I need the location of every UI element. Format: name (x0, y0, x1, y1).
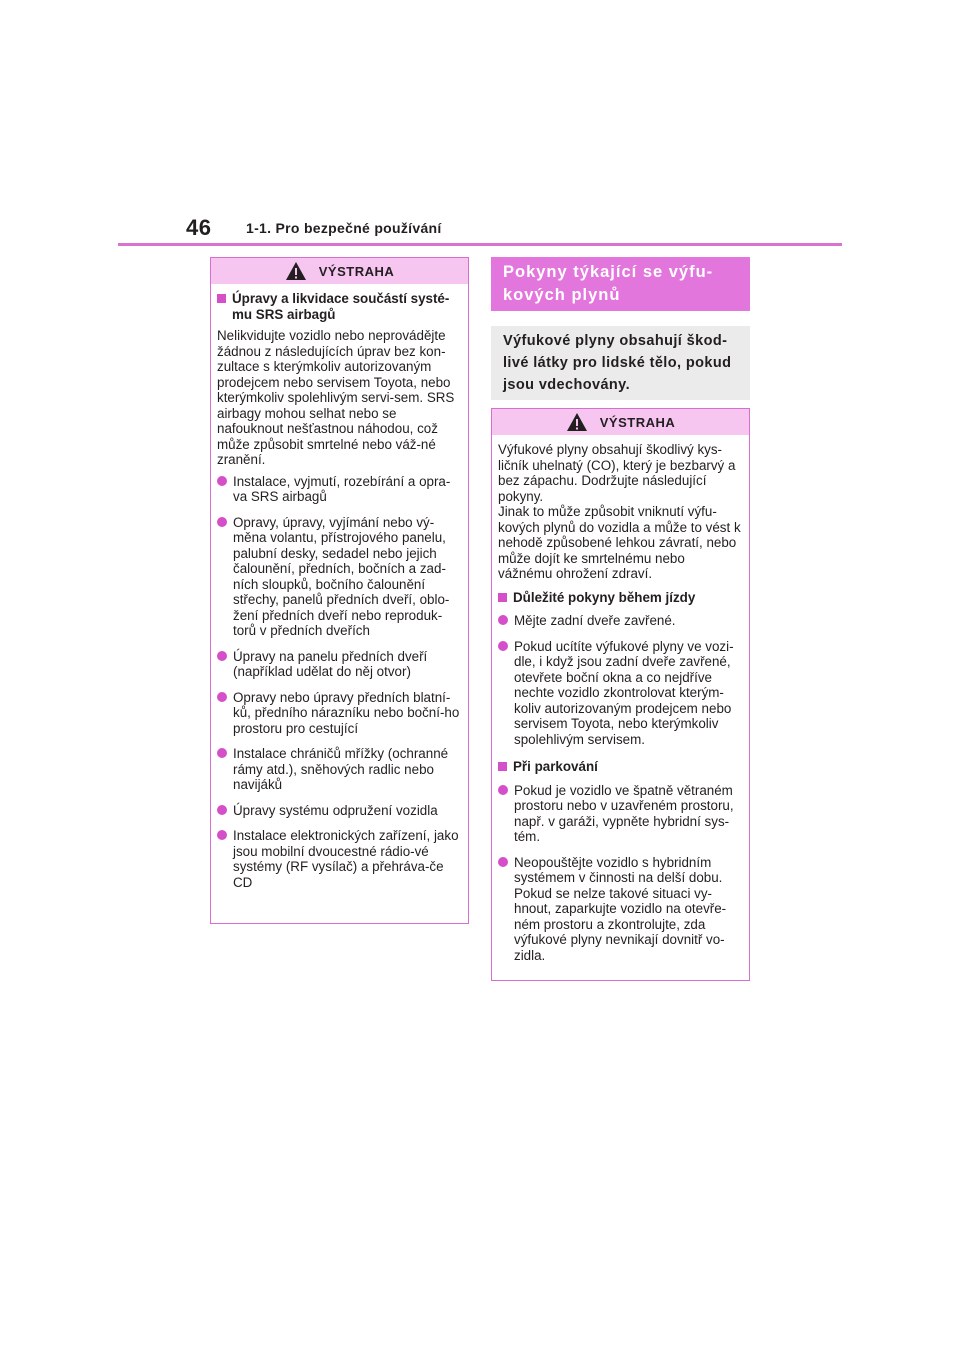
square-bullet-icon (498, 762, 507, 771)
list-item-text: Úpravy na panelu předních dveří (například udělat do něj otvor) (233, 648, 428, 679)
square-bullet-icon (498, 593, 507, 602)
square-bullet-icon (217, 294, 226, 303)
round-bullet-icon (217, 476, 227, 486)
list-item-text: Neopouštějte vozidlo s hybridním systémem v činnosti na delší dobu. Pokud se nelze takové situaci vy-hnout, zaparkujte vozidlo na otevře-ném prostoru a zkontrolujte, zda výfukové plyny nevnikají dovnitř vo-zidla. (514, 854, 727, 963)
right-warning-box (491, 408, 750, 981)
sub-heading-text: Úpravy a likvidace součástí systé-mu SRS airbagů (232, 291, 450, 322)
sub-heading (498, 759, 741, 775)
header-rule (118, 243, 842, 246)
round-bullet-icon (217, 830, 227, 840)
list-item-text: Pokud ucítíte výfukové plyny ve vozi-dle, i když jsou zadní dveře zavřené, otevřete boční okna a co nejdříve nechte vozidlo zkontrolovat kterým-koliv autorizovaným prodejcem nebo servisem Toyota, nebo kterýmkoliv spolehlivým servisem. (514, 638, 734, 747)
list-item (217, 474, 460, 505)
body-text: Výfukové plyny obsahují škodlivý kys-ličník uhelnatý (CO), který je bezbarvý a bez zápachu. Dodržujte následující pokyny. (498, 442, 736, 504)
round-bullet-icon (498, 615, 508, 625)
list-item-text: Instalace, vyjmutí, rozebírání a opra-va SRS airbagů (233, 473, 451, 504)
list-item (217, 690, 460, 737)
warning-header (211, 258, 468, 284)
list-item (217, 803, 460, 819)
list-item (217, 515, 460, 639)
section-title: 1-1. Pro bezpečné používání (246, 220, 442, 236)
list-item-text: Pokud je vozidlo ve špatně větraném prostoru nebo v uzavřeném prostoru, např. v garáži, vypněte hybridní sys-tém. (514, 782, 734, 844)
round-bullet-icon (498, 857, 508, 867)
section-heading: Pokyny týkající se výfu-kových plynů (491, 257, 750, 311)
warning-body (492, 435, 749, 981)
sub-heading (217, 291, 460, 322)
warning-body (211, 284, 468, 908)
list-item-text: Instalace elektronických zařízení, jako jsou mobilní dvoucestné rádio-vé systémy (RF vysílač) a přehráva-če CD (233, 828, 459, 890)
round-bullet-icon (498, 641, 508, 651)
page-number: 46 (186, 215, 212, 240)
list-item-text: Úpravy systému odpružení vozidla (233, 802, 438, 818)
round-bullet-icon (217, 805, 227, 815)
body-text: Jinak to může způsobit vniknutí výfu-kových plynů do vozidla a může to vést k nehodě způsobené lehkou závratí, nebo může dojít ke smrtelnému nebo vážnému ohrožení zdraví. (498, 504, 741, 581)
list-item-text: Opravy nebo úpravy předních blatní-ků, předního nárazníku nebo boční-ho prostoru pro cestující (233, 689, 460, 736)
summary-box: Výfukové plyny obsahují škod-livé látky pro lidské tělo, pokud jsou vdechovány. (491, 326, 750, 400)
list-item-text: Instalace chráničů mřížky (ochranné rámy atd.), sněhových radlic nebo navijáků (233, 746, 449, 792)
round-bullet-icon (217, 517, 227, 527)
warning-triangle-icon (285, 261, 307, 281)
list-item (217, 649, 460, 680)
warning-triangle-icon (566, 412, 588, 432)
list-item (498, 855, 741, 964)
warning-title: VÝSTRAHA (318, 263, 395, 279)
list-item (217, 828, 460, 890)
list-item (498, 613, 741, 629)
list-item-text: Mějte zadní dveře zavřené. (514, 613, 676, 628)
round-bullet-icon (498, 785, 508, 795)
round-bullet-icon (217, 692, 227, 702)
list-item-text: Opravy, úpravy, vyjímání nebo vý-měna volantu, přístrojového panelu, palubní desky, sedadel nebo jejich čalounění, předních, bočních a zad-ních sloupků, bočního čalounění střechy, panelů předních dveří, oblo-žení předních dveří nebo reproduk-torů v předních dveřích (233, 514, 450, 638)
sub-heading (498, 590, 741, 606)
list-item (217, 746, 460, 793)
list-item (498, 783, 741, 845)
warning-header (492, 409, 749, 435)
sub-heading-text: Důležité pokyny během jízdy (513, 589, 696, 605)
sub-heading-text: Při parkování (513, 759, 598, 774)
body-text: Nelikvidujte vozidlo nebo neprovádějte žádnou z následujících úprav bez kon-zultace s kterýmkoliv autorizovaným prodejcem nebo servisem Toyota, nebo kterýmkoliv spolehlivým servi-sem. SRS airbagy mohou selhat nebo se nafouknout nešťastnou náhodou, což může způsobit smrtelné nebo váž-né zranění. (217, 328, 455, 467)
warning-title: VÝSTRAHA (599, 414, 676, 430)
left-warning-box (210, 257, 469, 924)
list-item (498, 639, 741, 748)
round-bullet-icon (217, 651, 227, 661)
round-bullet-icon (217, 748, 227, 758)
